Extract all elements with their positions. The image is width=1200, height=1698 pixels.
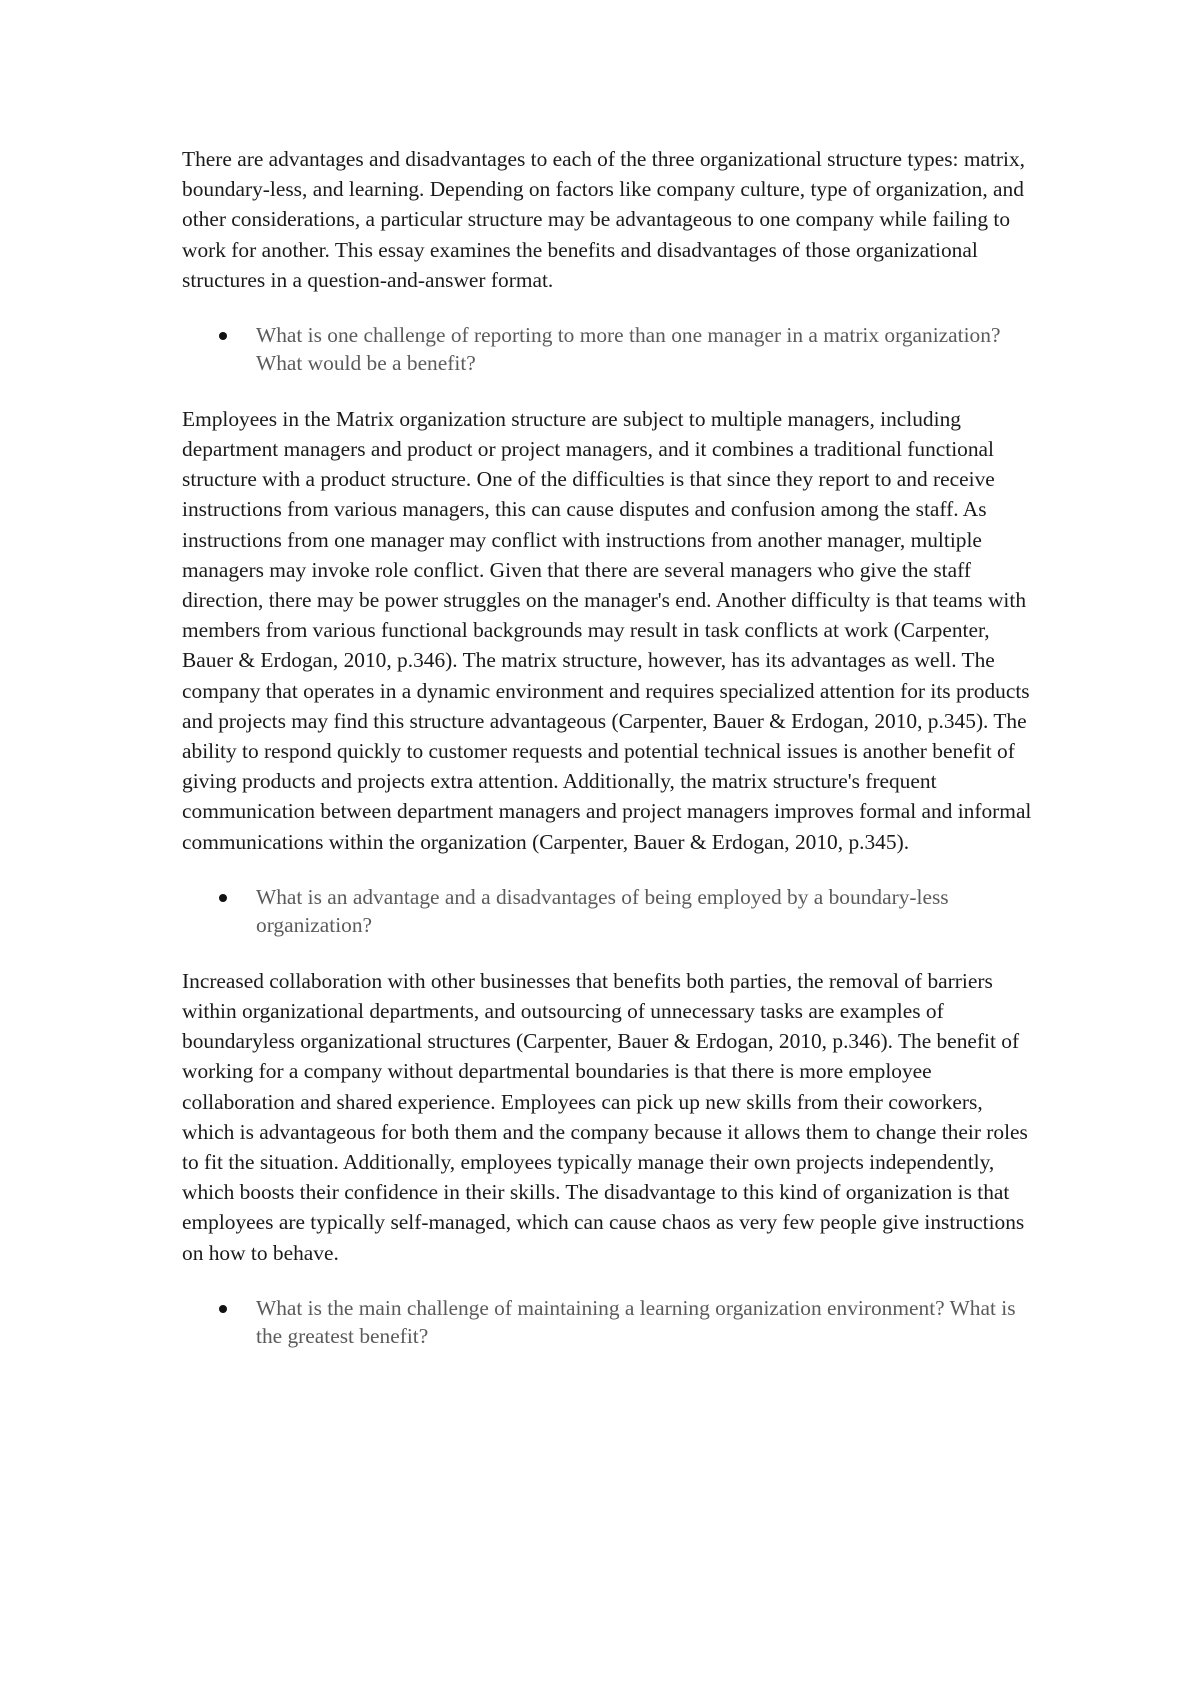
- bullet-icon: [219, 894, 227, 902]
- question-matrix-list-item: [182, 321, 1032, 378]
- question-learning-text: What is the main challenge of maintaining a learning organization environment? What is the greatest benefit?: [256, 1295, 1016, 1349]
- bullet-icon: [219, 1305, 227, 1313]
- document-body: [182, 144, 1032, 1377]
- bullet-icon: [219, 332, 227, 340]
- question-learning-list-item: [182, 1294, 1032, 1351]
- question-matrix-text: What is one challenge of reporting to more than one manager in a matrix organization? What would be a benefit?: [256, 323, 1001, 376]
- boundaryless-answer-paragraph: Increased collaboration with other businesses that benefits both parties, the removal of barriers within organizational departments, and outsourcing of unnecessary tasks are examples of boundaryless organizational structures (Carpenter, Bauer & Erdogan, 2010, p.346). The benefit of working for a company without departmental boundaries is that there is more employee collaboration and shared experience. Employees can pick up new skills from their coworkers, which is advantageous for both them and the company because it allows them to change their roles to fit the situation. Additionally, employees typically manage their own projects independently, which boosts their confidence in their skills. The disadvantage to this kind of organization is that employees are typically self-managed, which can cause chaos as very few people give instructions on how to behave.: [182, 968, 1028, 1265]
- intro-paragraph: There are advantages and disadvantages to each of the three organizational structure types: matrix, boundary-less, and learning. Depending on factors like company culture, type of organization, and other considerations, a particular structure may be advantageous to one company while failing to work for another. This essay examines the benefits and disadvantages of those organizational structures in a question-and-answer format.: [182, 147, 1025, 292]
- matrix-answer-paragraph: Employees in the Matrix organization structure are subject to multiple managers, including department managers and product or project managers, and it combines a traditional functional structure with a product structure. One of the difficulties is that since they report to and receive instructions from various managers, this can cause disputes and confusion among the staff. As instructions from one manager may conflict with instructions from another manager, multiple managers may invoke role conflict. Given that there are several managers who give the staff direction, there may be power struggles on the manager's end. Another difficulty is that teams with members from various functional backgrounds may result in task conflicts at work (Carpenter, Bauer & Erdogan, 2010, p.346). The matrix structure, however, has its advantages as well. The company that operates in a dynamic environment and requires specialized attention for its products and projects may find this structure advantageous (Carpenter, Bauer & Erdogan, 2010, p.345). The ability to respond quickly to customer requests and potential technical issues is another benefit of giving products and projects extra attention. Additionally, the matrix structure's frequent communication between department managers and project managers improves formal and informal communications within the organization (Carpenter, Bauer & Erdogan, 2010, p.345).: [182, 406, 1032, 854]
- question-boundaryless-text: What is an advantage and a disadvantages of being employed by a boundary-less organization?: [256, 884, 949, 938]
- question-boundaryless-list-item: [182, 883, 1032, 940]
